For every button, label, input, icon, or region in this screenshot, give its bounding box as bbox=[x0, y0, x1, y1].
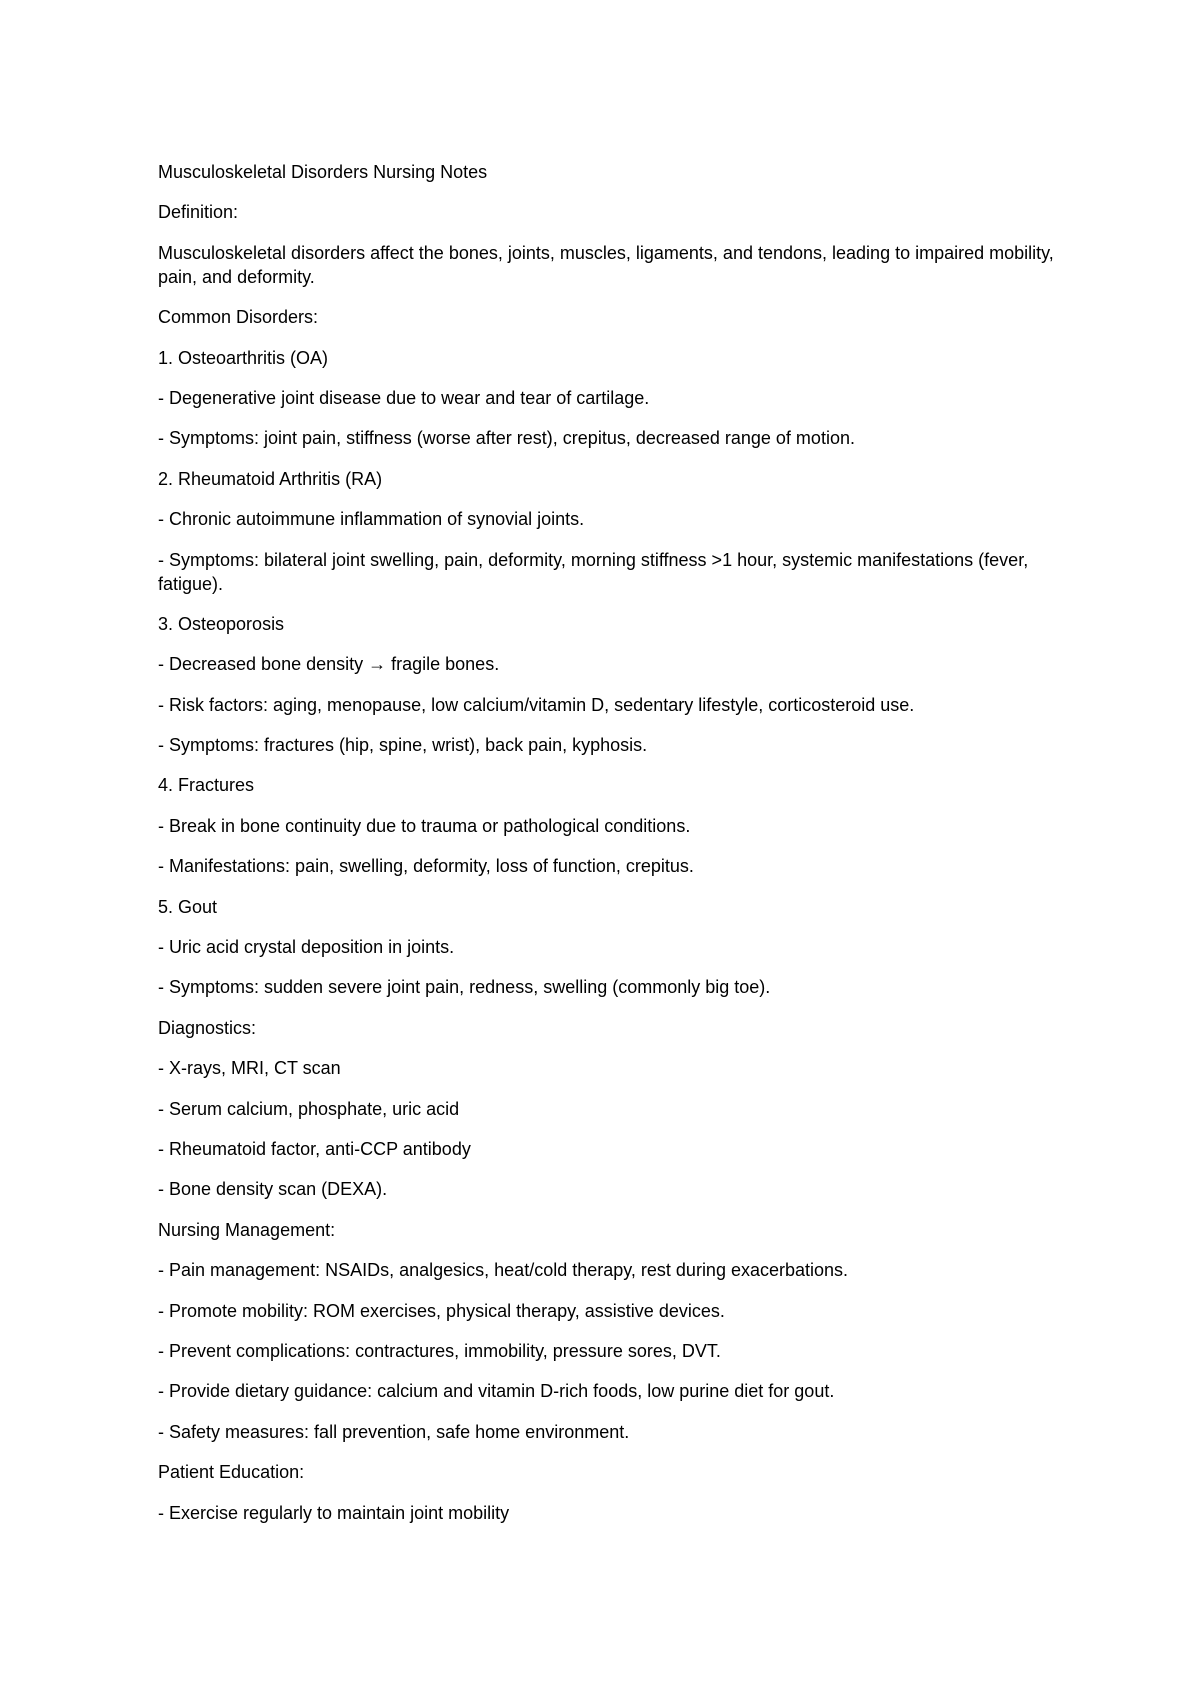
disorder-title: 5. Gout bbox=[158, 896, 218, 917]
common-disorders-heading: Common Disorders: bbox=[158, 307, 319, 328]
list-item: - Prevent complications: contractures, immobility, pressure sores, DVT. bbox=[158, 1340, 721, 1361]
list-item: - Manifestations: pain, swelling, deformity, loss of function, crepitus. bbox=[158, 856, 694, 877]
disorder-title: 3. Osteoporosis bbox=[158, 613, 285, 634]
definition-heading: Definition: bbox=[158, 202, 239, 223]
disorder-title: 1. Osteoarthritis (OA) bbox=[158, 347, 329, 368]
list-item: - Rheumatoid factor, anti-CCP antibody bbox=[158, 1138, 471, 1159]
list-item: - Symptoms: joint pain, stiffness (worse after rest), crepitus, decreased range of motion. bbox=[158, 428, 855, 449]
list-item: - Symptoms: bilateral joint swelling, pain, deformity, morning stiffness >1 hour, systemic manifestations (fever, fatigue). bbox=[158, 549, 1029, 594]
definition-text: Musculoskeletal disorders affect the bones, joints, muscles, ligaments, and tendons, leading to impaired mobility, pain, and deformity. bbox=[158, 242, 1054, 287]
list-item: - Safety measures: fall prevention, safe home environment. bbox=[158, 1421, 630, 1442]
list-item: - Uric acid crystal deposition in joints. bbox=[158, 937, 455, 958]
patient-education-heading: Patient Education: bbox=[158, 1462, 305, 1483]
document-page bbox=[158, 160, 1058, 1541]
disorder-title: 2. Rheumatoid Arthritis (RA) bbox=[158, 468, 383, 489]
list-item: - Bone density scan (DEXA). bbox=[158, 1179, 388, 1200]
list-item: - Symptoms: sudden severe joint pain, redness, swelling (commonly big toe). bbox=[158, 977, 771, 998]
list-item: - Symptoms: fractures (hip, spine, wrist), back pain, kyphosis. bbox=[158, 735, 648, 756]
list-item: - Risk factors: aging, menopause, low calcium/vitamin D, sedentary lifestyle, corticosteroid use. bbox=[158, 694, 915, 715]
list-item: - Chronic autoimmune inflammation of synovial joints. bbox=[158, 509, 585, 530]
list-item: - Serum calcium, phosphate, uric acid bbox=[158, 1098, 460, 1119]
list-item: - Degenerative joint disease due to wear and tear of cartilage. bbox=[158, 387, 650, 408]
list-item: - Exercise regularly to maintain joint mobility bbox=[158, 1502, 510, 1523]
list-item: - Provide dietary guidance: calcium and vitamin D-rich foods, low purine diet for gout. bbox=[158, 1381, 835, 1402]
list-item: - Promote mobility: ROM exercises, physical therapy, assistive devices. bbox=[158, 1300, 725, 1321]
list-item: - Decreased bone density → fragile bones. bbox=[158, 654, 500, 675]
list-item: - X-rays, MRI, CT scan bbox=[158, 1058, 341, 1079]
list-item: - Pain management: NSAIDs, analgesics, heat/cold therapy, rest during exacerbations. bbox=[158, 1260, 849, 1281]
list-item: - Break in bone continuity due to trauma or pathological conditions. bbox=[158, 815, 691, 836]
document-title: Musculoskeletal Disorders Nursing Notes bbox=[158, 162, 488, 182]
diagnostics-heading: Diagnostics: bbox=[158, 1017, 257, 1038]
nursing-management-heading: Nursing Management: bbox=[158, 1219, 336, 1240]
disorder-title: 4. Fractures bbox=[158, 775, 255, 796]
